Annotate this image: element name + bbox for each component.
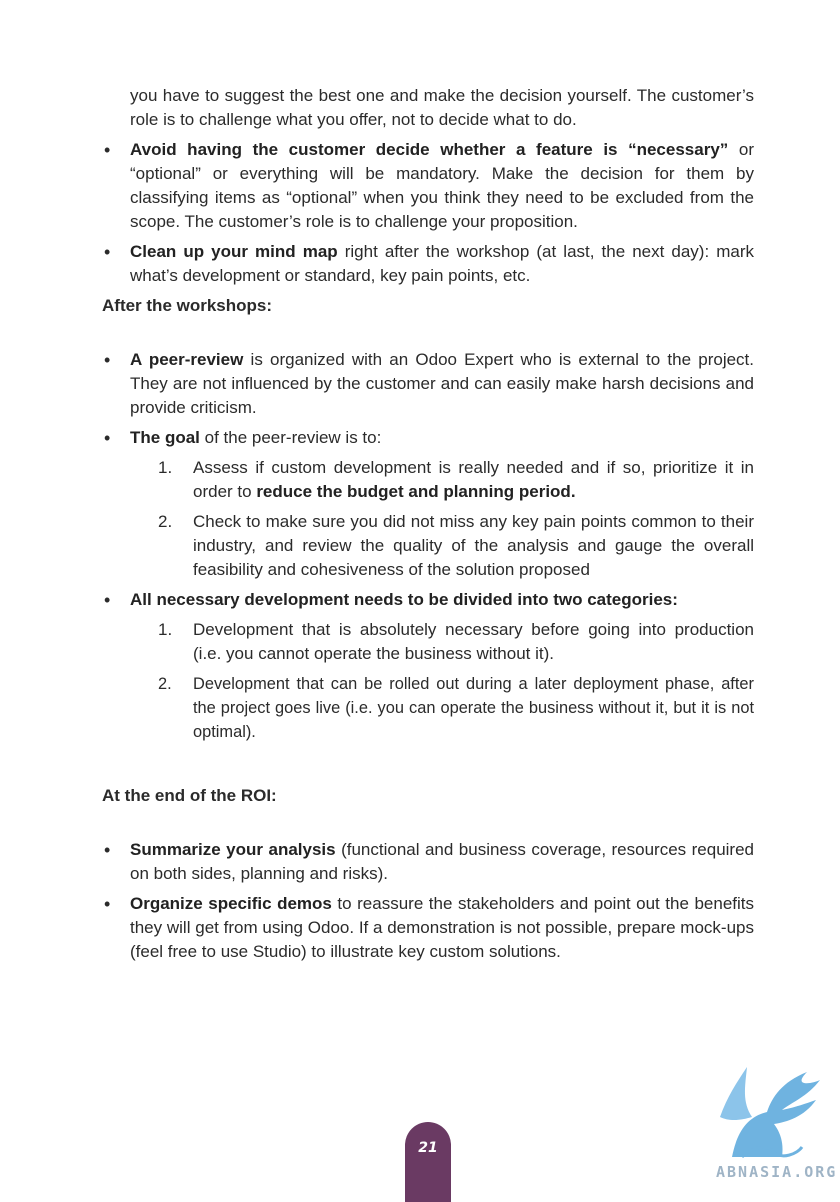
list-item: • Organize specific demos to reassure the stakeholders and point out the benefits they will get from using Odoo. If a demonstration is not possible, prepare mock-ups (feel free to use Studio) to illustrate key custom solutions.: [102, 892, 754, 964]
watermark: ABNASIA.ORG: [716, 1163, 838, 1181]
numbered-item: 1. Development that is absolutely necessary before going into production (i.e. you cannot operate the business without it).: [158, 620, 754, 663]
section-heading-after-workshops: After the workshops:: [102, 296, 273, 315]
numbered-item: 2. Check to make sure you did not miss any key pain points common to their industry, and review the quality of the analysis and gauge the overall feasibility and cohesiveness of the solution proposed: [158, 512, 754, 579]
numbered-item: 2. Development that can be rolled out during a later deployment phase, after the project goes live (i.e. you can operate the business without it, but it is not optimal).: [158, 675, 754, 741]
page-number: 21: [418, 1140, 438, 1156]
list-item: • The goal of the peer-review is to:: [102, 426, 754, 450]
list-item: • All necessary development needs to be divided into two categories:: [102, 588, 754, 612]
griffin-logo-icon: [712, 1062, 822, 1162]
numbered-item: 1. Assess if custom development is really needed and if so, prioritize it in order to reduce the budget and planning period.: [158, 458, 754, 501]
list-item: • Clean up your mind map right after the workshop (at last, the next day): mark what’s development or standard, key pain points, etc.: [102, 240, 754, 288]
section-heading-end-of-roi: At the end of the ROI:: [102, 786, 277, 805]
page-number-tab: [405, 1122, 451, 1202]
list-item: • Avoid having the customer decide whether a feature is “necessary” or “optional” or everything will be mandatory. Make the decision for them by classifying items as “optional” when you think they need to be excluded from the scope. The customer’s role is to challenge your proposition.: [102, 138, 754, 234]
intro-continuation: you have to suggest the best one and make the decision yourself. The customer’s role is to challenge what you offer, not to decide what to do.: [130, 86, 754, 129]
list-item: • Summarize your analysis (functional and business coverage, resources required on both sides, planning and risks).: [102, 838, 754, 886]
list-item: • A peer-review is organized with an Odoo Expert who is external to the project. They are not influenced by the customer and can easily make harsh decisions and provide criticism.: [102, 348, 754, 420]
page-content: [102, 84, 754, 970]
